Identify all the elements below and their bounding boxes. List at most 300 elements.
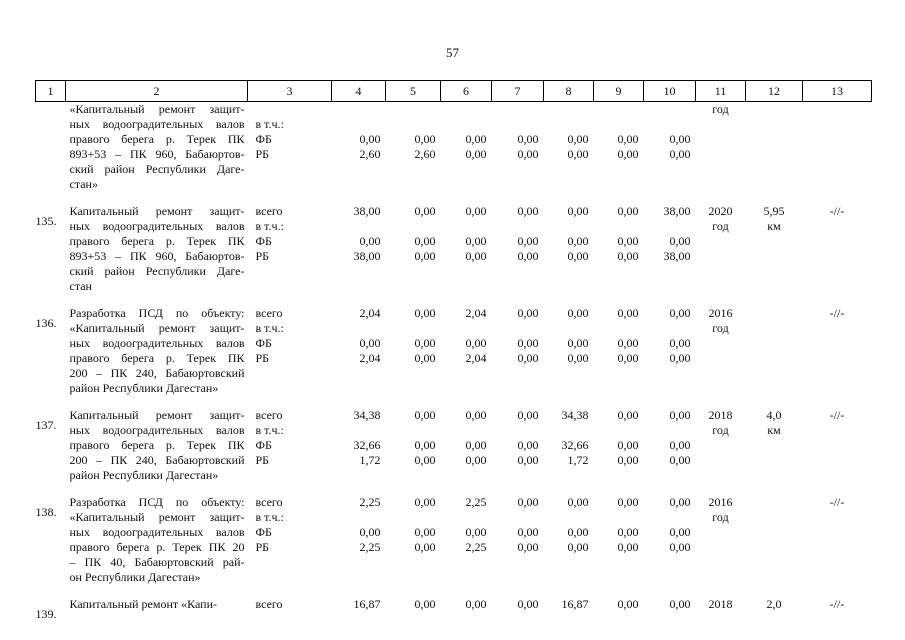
amount-value: 0,00	[517, 249, 539, 263]
amount-value	[594, 510, 639, 525]
amount-cell-col-8	[544, 204, 594, 306]
amount-value: 0,00	[414, 249, 436, 263]
object-name-cell	[66, 408, 248, 495]
amount-value	[332, 102, 381, 117]
funding-source-label: в т.ч.:	[255, 219, 284, 233]
amount-value	[594, 102, 639, 117]
amount-value: 0,00	[465, 249, 487, 263]
amount-cell-col-6	[441, 597, 492, 622]
object-name-line: 893+53 – ПК 960, Бабаюртов-	[69, 249, 245, 263]
completion-year: 2018	[708, 408, 733, 422]
amount-value	[644, 102, 691, 117]
amount-value: 0,00	[517, 453, 539, 467]
amount-value: 32,66	[561, 438, 589, 452]
amount-cell-col-10	[644, 102, 696, 205]
amount-value: 0,00	[617, 249, 639, 263]
funding-source-cell	[248, 204, 332, 306]
column-header-9: 9	[594, 81, 644, 102]
amount-value: 0,00	[414, 495, 436, 509]
table-body	[36, 102, 872, 623]
object-name-line: стан»	[69, 177, 98, 191]
amount-value: 16,87	[353, 597, 381, 611]
amount-value: 0,00	[517, 234, 539, 248]
amount-value: 0,00	[465, 453, 487, 467]
funding-source-label: РБ	[255, 249, 270, 263]
amount-value: 0,00	[465, 234, 487, 248]
amount-value	[594, 117, 639, 132]
object-name-line: стан	[69, 279, 92, 293]
completion-year: год	[712, 510, 729, 524]
amount-value: 0,00	[567, 495, 589, 509]
amount-value	[594, 321, 639, 336]
amount-value: 0,00	[617, 336, 639, 350]
column-header-6: 6	[441, 81, 492, 102]
amount-value: 38,00	[663, 204, 691, 218]
object-name-line: ных водооградительных валов	[69, 423, 245, 437]
amount-value	[441, 321, 487, 336]
amount-cell-col-5	[386, 495, 441, 597]
amount-value: 0,00	[517, 525, 539, 539]
funding-source-label: РБ	[255, 540, 270, 554]
amount-value: 0,00	[359, 132, 381, 146]
capacity-cell	[746, 597, 803, 622]
amount-value: 0,00	[517, 204, 539, 218]
row-number-cell	[36, 204, 66, 306]
table-row	[36, 408, 872, 495]
object-name-line: ных водооградительных валов	[69, 117, 245, 131]
amount-value: 0,00	[669, 453, 691, 467]
object-name-cell	[66, 306, 248, 408]
amount-cell-col-9	[594, 495, 644, 597]
amount-value: 2,60	[414, 147, 436, 161]
amount-cell-col-7	[492, 495, 544, 597]
row-number: 135.	[35, 214, 57, 228]
object-name-line: Разработка ПСД по объекту:	[69, 306, 245, 320]
amount-value	[594, 219, 639, 234]
row-number-cell	[36, 408, 66, 495]
funding-source-cell	[248, 597, 332, 622]
amount-value: 2,04	[465, 351, 487, 365]
amount-cell-col-8	[544, 597, 594, 622]
completion-year-cell	[696, 204, 746, 306]
capacity-value: 4,0	[766, 408, 782, 422]
amount-value: 2,04	[465, 306, 487, 320]
amount-value	[332, 117, 381, 132]
amount-value: 0,00	[669, 351, 691, 365]
amount-value: 0,00	[617, 147, 639, 161]
object-name-line: «Капитальный ремонт защит-	[69, 321, 245, 335]
amount-value: 0,00	[414, 540, 436, 554]
amount-value	[644, 423, 691, 438]
amount-cell-col-5	[386, 102, 441, 205]
amount-value: 0,00	[669, 132, 691, 146]
amount-value: 0,00	[359, 525, 381, 539]
object-name-line: Капитальный ремонт «Капи-	[69, 597, 217, 611]
amount-value: 0,00	[517, 306, 539, 320]
object-name-line: ных водооградительных валов	[69, 219, 245, 233]
amount-cell-col-6	[441, 102, 492, 205]
object-name-line: район Республики Дагестан»	[69, 381, 219, 395]
amount-value: 38,00	[663, 249, 691, 263]
amount-value: 0,00	[465, 132, 487, 146]
amount-value: 0,00	[567, 306, 589, 320]
funding-source-label: в т.ч.:	[255, 510, 284, 524]
amount-value: 16,87	[561, 597, 589, 611]
amount-cell-col-8	[544, 102, 594, 205]
funding-source-label: РБ	[255, 351, 270, 365]
object-name-line: ных водооградительных валов	[69, 525, 245, 539]
amount-value	[544, 219, 589, 234]
amount-cell-col-4	[332, 204, 386, 306]
amount-value: 0,00	[359, 234, 381, 248]
completion-year: 2018	[708, 597, 733, 611]
amount-value: 0,00	[359, 336, 381, 350]
amount-value: 34,38	[353, 408, 381, 422]
note-value: -//-	[829, 306, 845, 320]
amount-value	[544, 321, 589, 336]
object-name-cell	[66, 204, 248, 306]
amount-cell-col-4	[332, 306, 386, 408]
amount-value: 0,00	[414, 408, 436, 422]
amount-value: 0,00	[669, 408, 691, 422]
amount-value	[386, 117, 436, 132]
object-name-cell	[66, 102, 248, 205]
funding-source-label: ФБ	[255, 525, 272, 539]
amount-value	[492, 102, 539, 117]
amount-value: 0,00	[414, 336, 436, 350]
completion-year: год	[712, 423, 729, 437]
amount-value	[441, 102, 487, 117]
amount-value	[594, 423, 639, 438]
amount-cell-col-10	[644, 495, 696, 597]
amount-value: 0,00	[567, 525, 589, 539]
amount-value: 2,25	[465, 495, 487, 509]
table-row	[36, 495, 872, 597]
object-name-line: правого берега р. Терек ПК	[69, 234, 245, 248]
amount-value: 0,00	[465, 525, 487, 539]
amount-value: 2,25	[465, 540, 487, 554]
funding-source-label: всего	[255, 204, 283, 218]
amount-value: 0,00	[669, 147, 691, 161]
object-name-line: правого берега р. Терек ПК 20	[69, 540, 245, 554]
funding-source-label	[256, 102, 332, 117]
object-name-line: «Капитальный ремонт защит-	[69, 102, 245, 116]
note-value: -//-	[829, 495, 845, 509]
amount-value: 0,00	[669, 540, 691, 554]
object-name-line: правого берега р. Терек ПК	[69, 132, 245, 146]
amount-value: 0,00	[669, 597, 691, 611]
amount-cell-col-7	[492, 306, 544, 408]
amount-value: 0,00	[414, 525, 436, 539]
amount-value: 0,00	[414, 132, 436, 146]
column-header-11: 11	[696, 81, 746, 102]
object-name-line: ных водооградительных валов	[69, 336, 245, 350]
capacity-value: 2,0	[766, 597, 782, 611]
funding-source-label: всего	[255, 306, 283, 320]
note-value: -//-	[829, 408, 845, 422]
funding-source-cell	[248, 408, 332, 495]
completion-year-cell	[696, 408, 746, 495]
amount-value: 0,00	[414, 306, 436, 320]
column-header-7: 7	[492, 81, 544, 102]
funding-source-label: РБ	[255, 453, 270, 467]
amount-value: 0,00	[617, 597, 639, 611]
amount-value	[544, 102, 589, 117]
column-header-1: 1	[36, 81, 66, 102]
amount-value: 0,00	[465, 438, 487, 452]
amount-value: 0,00	[617, 540, 639, 554]
note-cell	[803, 306, 872, 408]
table-row	[36, 597, 872, 622]
note-cell	[803, 204, 872, 306]
object-name-line: ский район Республики Даге-	[69, 162, 245, 176]
amount-value	[644, 510, 691, 525]
note-value: -//-	[829, 204, 845, 218]
amount-value: 0,00	[567, 234, 589, 248]
funding-source-label: всего	[255, 408, 283, 422]
amount-value	[492, 219, 539, 234]
funding-source-label: ФБ	[255, 438, 272, 452]
object-name-line: «Капитальный ремонт защит-	[69, 510, 245, 524]
amount-value: 0,00	[517, 147, 539, 161]
amount-cell-col-6	[441, 306, 492, 408]
amount-cell-col-7	[492, 597, 544, 622]
object-name-line: район Республики Дагестан»	[69, 468, 219, 482]
amount-value: 2,60	[359, 147, 381, 161]
amount-value	[492, 423, 539, 438]
amount-value: 0,00	[567, 351, 589, 365]
amount-value	[441, 423, 487, 438]
amount-cell-col-6	[441, 495, 492, 597]
amount-value: 0,00	[617, 408, 639, 422]
amount-cell-col-8	[544, 495, 594, 597]
column-header-5: 5	[386, 81, 441, 102]
amount-value: 0,00	[567, 204, 589, 218]
amount-value	[441, 219, 487, 234]
column-header-8: 8	[544, 81, 594, 102]
amount-value	[386, 219, 436, 234]
amount-value	[441, 117, 487, 132]
object-name-line: Разработка ПСД по объекту:	[69, 495, 245, 509]
object-name-line: правого берега р. Терек ПК	[69, 351, 245, 365]
amount-value: 0,00	[414, 351, 436, 365]
funding-source-label: в т.ч.:	[255, 117, 284, 131]
amount-cell-col-10	[644, 204, 696, 306]
amount-value: 0,00	[669, 234, 691, 248]
amount-value	[544, 423, 589, 438]
amount-value	[386, 510, 436, 525]
amount-value: 0,00	[617, 204, 639, 218]
amount-value: 0,00	[414, 234, 436, 248]
completion-year: год	[712, 321, 729, 335]
amount-value	[644, 321, 691, 336]
amount-value	[386, 321, 436, 336]
amount-value: 0,00	[517, 336, 539, 350]
amount-value: 0,00	[669, 495, 691, 509]
amount-cell-col-9	[594, 102, 644, 205]
object-name-line: он Республики Дагестан»	[69, 570, 201, 584]
note-value: -//-	[829, 597, 845, 611]
amount-value: 0,00	[567, 147, 589, 161]
amount-cell-col-4	[332, 495, 386, 597]
funding-source-label: ФБ	[255, 132, 272, 146]
capacity-value: км	[767, 219, 781, 233]
completion-year: год	[712, 219, 729, 233]
amount-value: 0,00	[517, 438, 539, 452]
amount-value: 0,00	[617, 306, 639, 320]
capacity-value: 5,95	[763, 204, 785, 218]
amount-cell-col-9	[594, 597, 644, 622]
capacity-cell	[746, 204, 803, 306]
amount-cell-col-7	[492, 204, 544, 306]
amount-cell-col-10	[644, 306, 696, 408]
completion-year: 2016	[708, 495, 733, 509]
amount-cell-col-8	[544, 408, 594, 495]
page-number: 57	[446, 45, 459, 60]
amount-cell-col-4	[332, 102, 386, 205]
funding-source-label: ФБ	[255, 234, 272, 248]
row-number-cell	[36, 495, 66, 597]
amount-value: 38,00	[353, 249, 381, 263]
amount-value: 0,00	[567, 336, 589, 350]
completion-year-cell	[696, 495, 746, 597]
amount-value: 2,04	[359, 306, 381, 320]
capacity-value: км	[767, 423, 781, 437]
amount-value: 1,72	[359, 453, 381, 467]
amount-value: 0,00	[465, 147, 487, 161]
amount-value: 0,00	[414, 597, 436, 611]
amount-cell-col-7	[492, 408, 544, 495]
amount-value: 0,00	[414, 453, 436, 467]
amount-value: 32,66	[353, 438, 381, 452]
amount-value: 34,38	[561, 408, 589, 422]
amount-cell-col-10	[644, 597, 696, 622]
object-name-line: 893+53 – ПК 960, Бабаюртов-	[69, 147, 245, 161]
object-name-cell	[66, 495, 248, 597]
row-number: 137.	[35, 418, 57, 432]
amount-value: 0,00	[669, 336, 691, 350]
amount-cell-col-5	[386, 204, 441, 306]
completion-year: год	[712, 102, 729, 116]
amount-cell-col-10	[644, 408, 696, 495]
funding-source-label: РБ	[255, 147, 270, 161]
column-header-10: 10	[644, 81, 696, 102]
column-header-4: 4	[332, 81, 386, 102]
object-name-line: Капитальный ремонт защит-	[69, 204, 245, 218]
capacity-cell	[746, 306, 803, 408]
amount-value: 38,00	[353, 204, 381, 218]
amount-value: 0,00	[617, 234, 639, 248]
completion-year-cell	[696, 102, 746, 205]
amount-value	[644, 219, 691, 234]
note-cell	[803, 102, 872, 205]
note-value	[803, 102, 872, 117]
funding-source-label: в т.ч.:	[255, 321, 284, 335]
amount-cell-col-4	[332, 597, 386, 622]
object-name-line: правого берега р. Терек ПК	[69, 438, 245, 452]
completion-year-cell	[696, 597, 746, 622]
column-header-2: 2	[66, 81, 248, 102]
amount-value	[544, 510, 589, 525]
amount-cell-col-5	[386, 597, 441, 622]
capacity-cell	[746, 102, 803, 205]
amount-value: 0,00	[617, 525, 639, 539]
amount-value: 0,00	[617, 453, 639, 467]
amount-value	[544, 117, 589, 132]
amount-value	[332, 423, 381, 438]
amount-value: 0,00	[617, 351, 639, 365]
column-number-header	[36, 81, 872, 102]
program-table-sheet	[35, 80, 871, 622]
row-number-cell	[36, 306, 66, 408]
capacity-cell	[746, 495, 803, 597]
row-number-cell	[36, 597, 66, 622]
amount-value	[386, 102, 436, 117]
amount-value: 2,25	[359, 540, 381, 554]
amount-value	[332, 219, 381, 234]
funding-source-label: в т.ч.:	[255, 423, 284, 437]
column-header-3: 3	[248, 81, 332, 102]
object-name-line: Капитальный ремонт защит-	[69, 408, 245, 422]
row-number-cell	[36, 102, 66, 205]
note-cell	[803, 408, 872, 495]
table-row	[36, 306, 872, 408]
funding-source-cell	[248, 102, 332, 205]
object-name-line: 200 – ПК 240, Бабаюртовский	[69, 453, 245, 467]
amount-cell-col-7	[492, 102, 544, 205]
amount-cell-col-4	[332, 408, 386, 495]
amount-value: 0,00	[517, 132, 539, 146]
amount-value: 0,00	[567, 249, 589, 263]
note-cell	[803, 597, 872, 622]
capacity-cell	[746, 408, 803, 495]
amount-value: 0,00	[517, 351, 539, 365]
amount-value: 0,00	[465, 408, 487, 422]
amount-value: 0,00	[567, 540, 589, 554]
amount-cell-col-9	[594, 408, 644, 495]
completion-year: 2016	[708, 306, 733, 320]
funding-source-cell	[248, 495, 332, 597]
amount-value: 0,00	[517, 408, 539, 422]
amount-cell-col-9	[594, 204, 644, 306]
amount-value	[332, 510, 381, 525]
amount-cell-col-6	[441, 408, 492, 495]
object-name-line: 200 – ПК 240, Бабаюртовский	[69, 366, 245, 380]
amount-value: 0,00	[617, 495, 639, 509]
row-number: 136.	[35, 316, 57, 330]
amount-cell-col-6	[441, 204, 492, 306]
amount-value: 0,00	[414, 438, 436, 452]
amount-value: 0,00	[414, 204, 436, 218]
amount-value	[386, 423, 436, 438]
amount-value: 2,25	[359, 495, 381, 509]
amount-value	[441, 510, 487, 525]
object-name-cell	[66, 597, 248, 622]
amount-value: 0,00	[617, 438, 639, 452]
amount-cell-col-9	[594, 306, 644, 408]
object-name-line: ский район Республики Даге-	[69, 264, 245, 278]
funding-source-label: ФБ	[255, 336, 272, 350]
note-cell	[803, 495, 872, 597]
column-header-13: 13	[803, 81, 872, 102]
amount-value: 0,00	[465, 597, 487, 611]
amount-cell-col-5	[386, 408, 441, 495]
object-name-line: – ПК 40, Бабаюртовский рай-	[69, 555, 245, 569]
amount-value	[492, 117, 539, 132]
amount-value: 1,72	[567, 453, 589, 467]
amount-value: 0,00	[465, 204, 487, 218]
amount-value: 0,00	[669, 525, 691, 539]
